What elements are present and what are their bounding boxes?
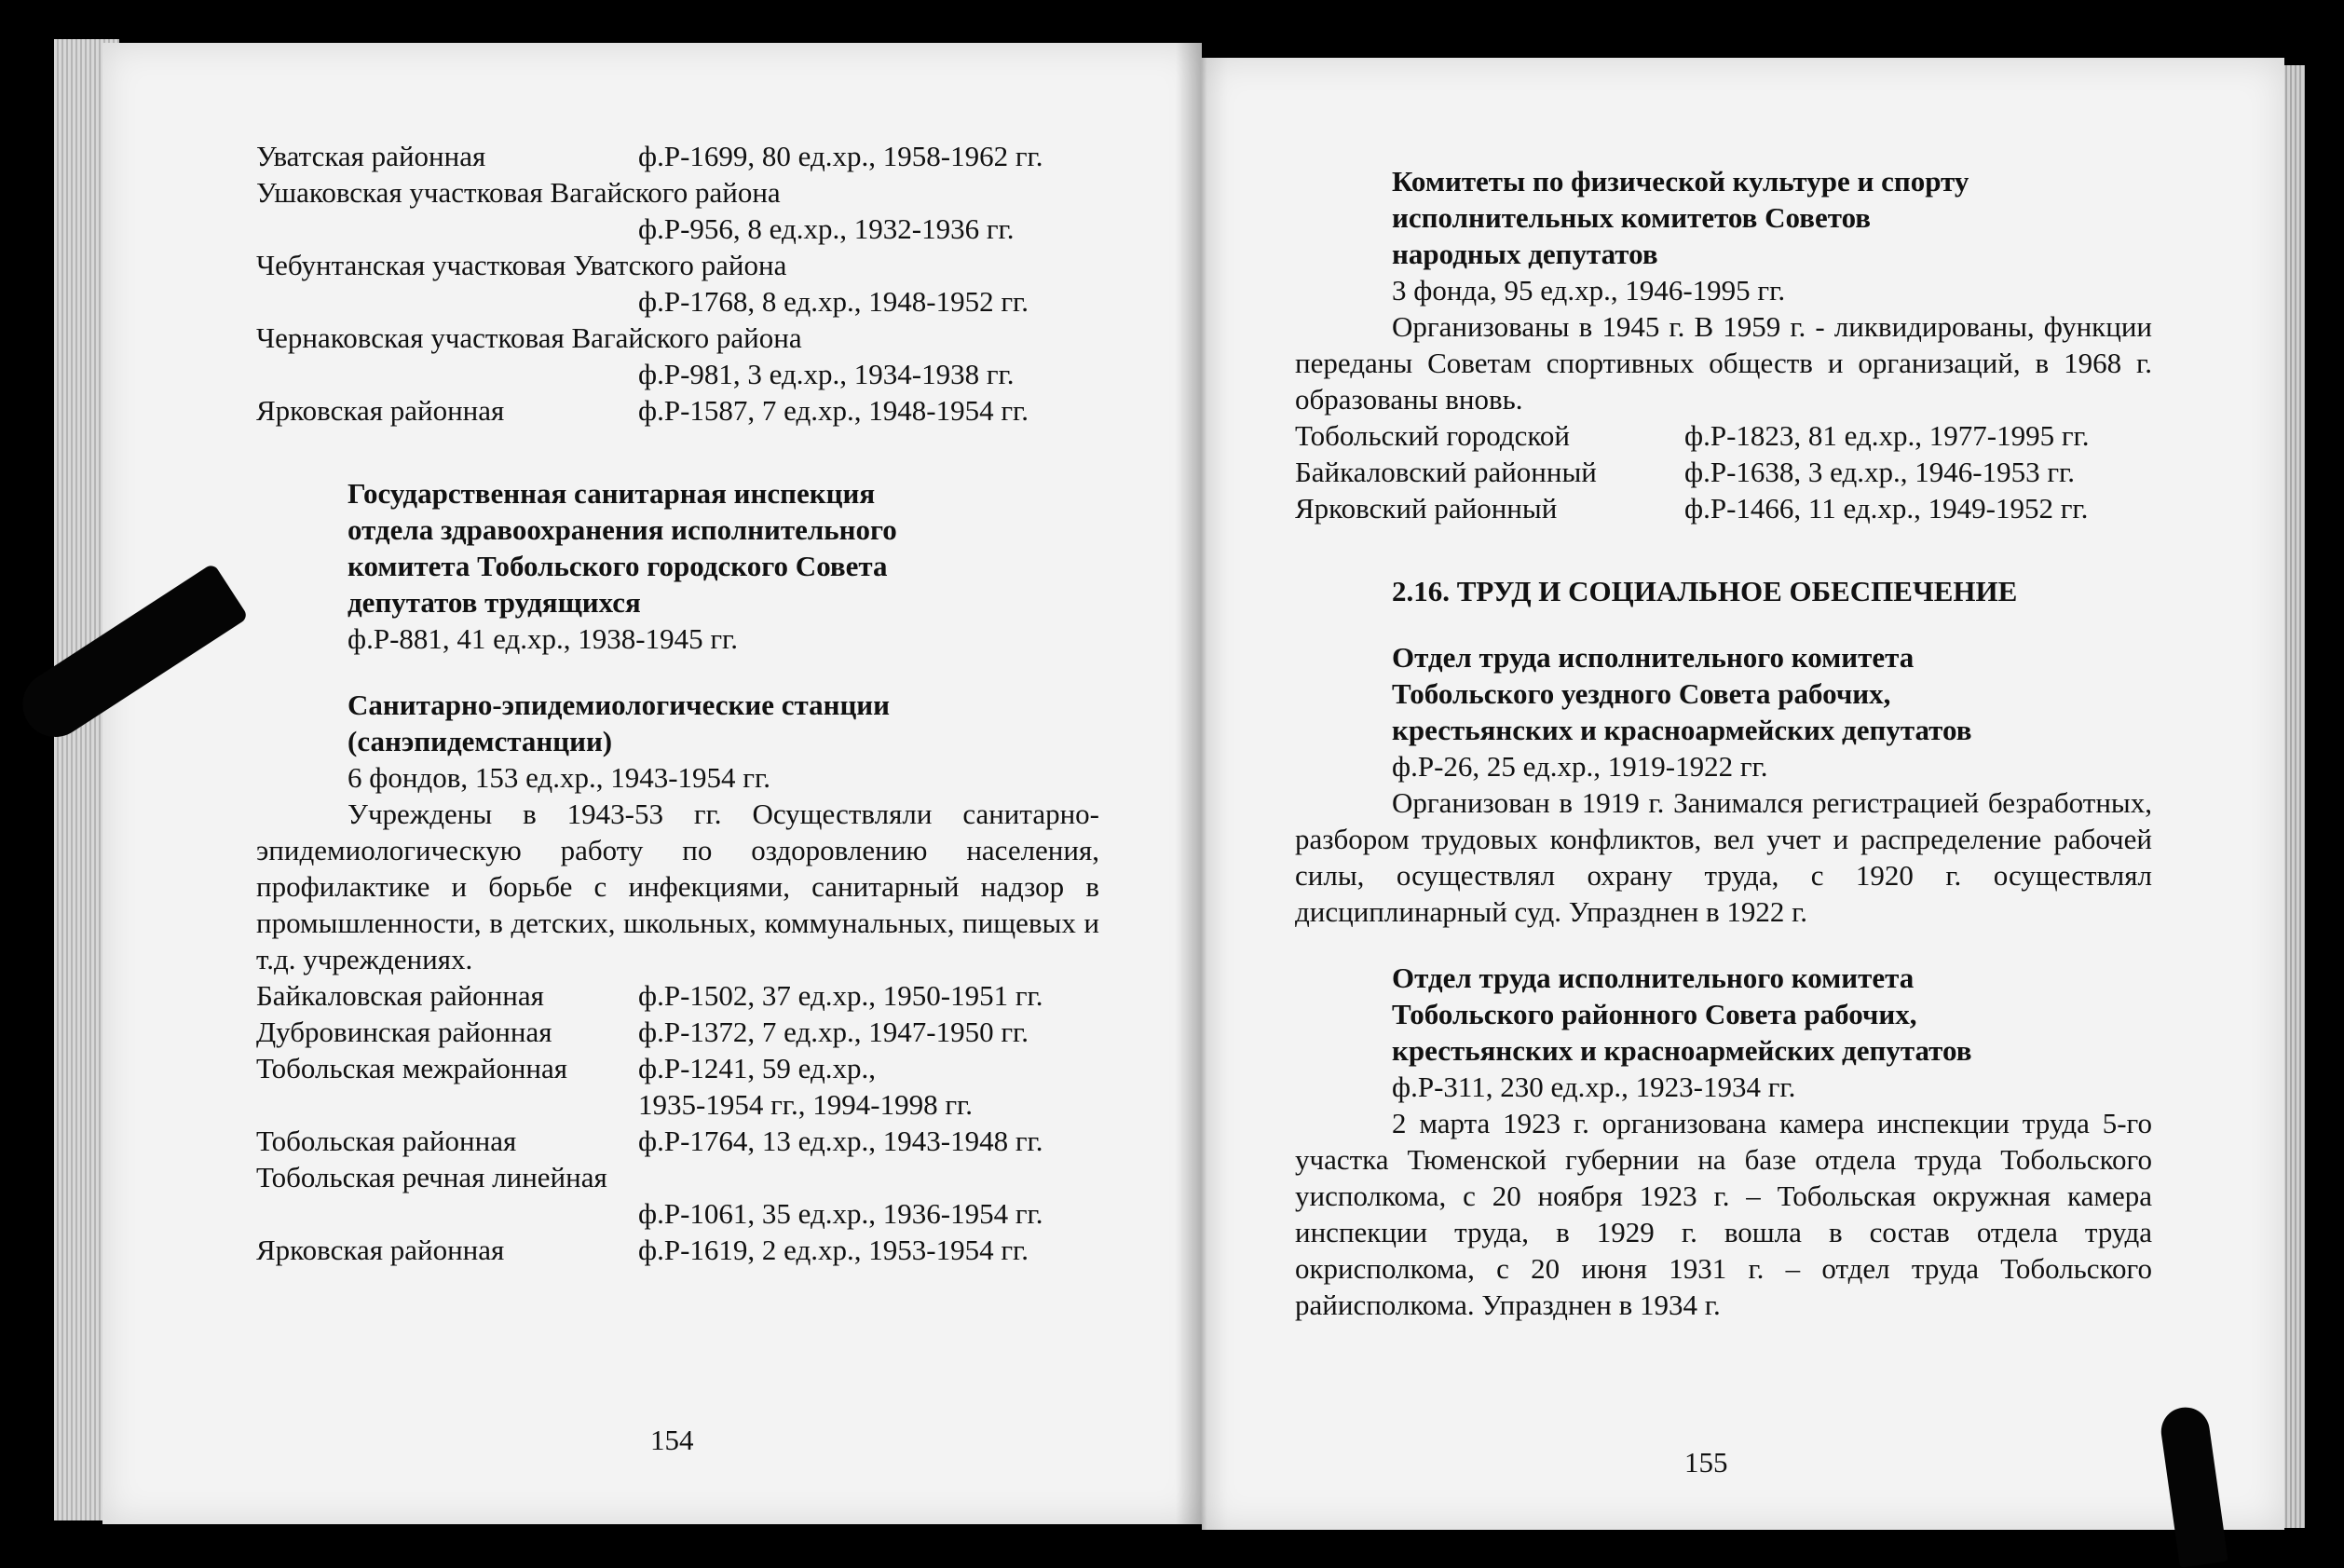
entry-ref: ф.Р-1466, 11 ед.хр., 1949-1952 гг. — [1684, 492, 2089, 525]
section-heading: крестьянских и красноармейских депутатов — [1392, 1034, 1972, 1067]
entry-name: Ярковская районная — [256, 1234, 505, 1266]
entry-ref: ф.Р-1372, 7 ед.хр., 1947-1950 гг. — [638, 1016, 1029, 1048]
fund-info: 6 фондов, 153 ед.хр., 1943-1954 гг. — [348, 761, 770, 794]
section-heading: крестьянских и красноармейских депутатов — [1392, 714, 1972, 746]
section-heading: (санэпидемстанции) — [348, 725, 613, 757]
entry-name: Ушаковская участковая Вагайского района — [256, 176, 781, 209]
entry-name: Чебунтанская участковая Уватского района — [256, 249, 787, 281]
book-gutter — [1176, 43, 1228, 1530]
entry-name: Уватская районная — [256, 140, 486, 172]
entry-name: Тобольский городской — [1295, 419, 1570, 452]
entry-name: Байкаловская районная — [256, 979, 544, 1012]
entry-row — [1295, 454, 2152, 490]
entry-ref: ф.Р-1241, 59 ед.хр., — [638, 1052, 877, 1084]
entry-row — [256, 1014, 1099, 1050]
entry-ref: ф.Р-1764, 13 ед.хр., 1943-1948 гг. — [638, 1125, 1043, 1157]
left-page-text — [256, 138, 1099, 1268]
section-heading: Отдел труда исполнительного комитета — [1392, 961, 1915, 994]
entry-ref: ф.Р-1619, 2 ед.хр., 1953-1954 гг. — [638, 1234, 1029, 1266]
section-heading: депутатов трудящихся — [348, 586, 641, 619]
page-number-right: 155 — [1684, 1446, 1728, 1479]
section-heading: Отдел труда исполнительного комитета — [1392, 641, 1915, 674]
description-text: Организованы в 1945 г. В 1959 г. - ликвидированы, функции переданы Советам спортивных обществ и организаций, в 1968 г. образованы вновь. — [1295, 310, 2152, 416]
entry-ref: ф.Р-1823, 81 ед.хр., 1977-1995 гг. — [1684, 419, 2090, 452]
fund-info: ф.Р-311, 230 ед.хр., 1923-1934 гг. — [1392, 1070, 1796, 1103]
section-heading: комитета Тобольского городского Совета — [348, 550, 888, 582]
entry-name: Байкаловский районный — [1295, 456, 1597, 488]
description-text: Учреждены в 1943-53 гг. Осуществляли санитарно-эпидемиологическую работу по оздоровлению населения, профилактике и борьбе с инфекциями, санитарный надзор в промышленности, в детских, школьных, коммунальных, пищевых и т.д. учреждениях. — [256, 798, 1099, 975]
section-description — [256, 796, 1099, 977]
fund-info: 3 фонда, 95 ед.хр., 1946-1995 гг. — [1392, 274, 1786, 307]
entry-name: Тобольская межрайонная — [256, 1052, 568, 1084]
entry-ref: ф.Р-981, 3 ед.хр., 1934-1938 гг. — [638, 358, 1015, 390]
entry-row — [256, 392, 1099, 429]
fund-info: ф.Р-26, 25 ед.хр., 1919-1922 гг. — [1392, 750, 1768, 783]
entry-name: Тобольская речная линейная — [256, 1161, 607, 1193]
entry-name: Тобольская районная — [256, 1125, 517, 1157]
fund-info: ф.Р-881, 41 ед.хр., 1938-1945 гг. — [348, 622, 739, 655]
entry-name: Чернаковская участковая Вагайского района — [256, 321, 802, 354]
page-number-left: 154 — [650, 1424, 694, 1456]
section-heading: Санитарно-эпидемиологические станции — [348, 689, 891, 721]
description-text: Организован в 1919 г. Занимался регистрацией безработных, разбором трудовых конфликтов, вел учет и распределение рабочей силы, осуществлял охрану труда, с 1920 г. осуществлял дисциплинарный суд. Упразднен в 1922 г. — [1295, 786, 2152, 928]
entry-name: Дубровинская районная — [256, 1016, 552, 1048]
description-text: 2 марта 1923 г. организована камера инспекции труда 5-го участка Тюменской губернии на базе отдела труда Тобольского уисполкома, с 20 ноября 1923 г. – Тобольская окружная камера инспекции труда, в 1929 г. вошла в состав отдела труда окрисполкома, с 20 июня 1931 г. – отдел труда Тобольского райисполкома. Упразднен в 1934 г. — [1295, 1107, 2152, 1321]
section-heading: Комитеты по физической культуре и спорту — [1392, 165, 1969, 198]
entry-ref: ф.Р-1061, 35 ед.хр., 1936-1954 гг. — [638, 1197, 1043, 1230]
section-description — [1295, 308, 2152, 417]
right-page-text — [1295, 163, 2152, 1323]
section-heading: Тобольского уездного Совета рабочих, — [1392, 677, 1891, 710]
entry-row — [256, 138, 1099, 174]
section-heading: отдела здравоохранения исполнительного — [348, 513, 897, 546]
entry-row — [256, 1232, 1099, 1268]
entry-row — [1295, 490, 2152, 526]
entry-name: Ярковский районный — [1295, 492, 1558, 525]
section-heading: исполнительных комитетов Советов — [1392, 201, 1872, 234]
section-description — [1295, 784, 2152, 930]
entry-ref: ф.Р-1768, 8 ед.хр., 1948-1952 гг. — [638, 285, 1029, 318]
entry-ref-cont: 1935-1954 гг., 1994-1998 гг. — [638, 1088, 974, 1121]
section-heading: народных депутатов — [1392, 238, 1658, 270]
entry-ref: ф.Р-1699, 80 ед.хр., 1958-1962 гг. — [638, 140, 1043, 172]
entry-ref: ф.Р-1638, 3 ед.хр., 1946-1953 гг. — [1684, 456, 2076, 488]
chapter-title: 2.16. ТРУД И СОЦИАЛЬНОЕ ОБЕСПЕЧЕНИЕ — [1392, 575, 2018, 607]
entry-row — [256, 977, 1099, 1014]
entry-name: Ярковская районная — [256, 394, 505, 427]
section-description — [1295, 1105, 2152, 1323]
entry-ref: ф.Р-1587, 7 ед.хр., 1948-1954 гг. — [638, 394, 1029, 427]
section-heading: Государственная санитарная инспекция — [348, 477, 876, 510]
entry-ref: ф.Р-1502, 37 ед.хр., 1950-1951 гг. — [638, 979, 1043, 1012]
entry-row — [256, 1123, 1099, 1159]
entry-row — [256, 1050, 1099, 1086]
entry-ref: ф.Р-956, 8 ед.хр., 1932-1936 гг. — [638, 212, 1015, 245]
entry-row — [1295, 417, 2152, 454]
section-heading: Тобольского районного Совета рабочих, — [1392, 998, 1917, 1030]
